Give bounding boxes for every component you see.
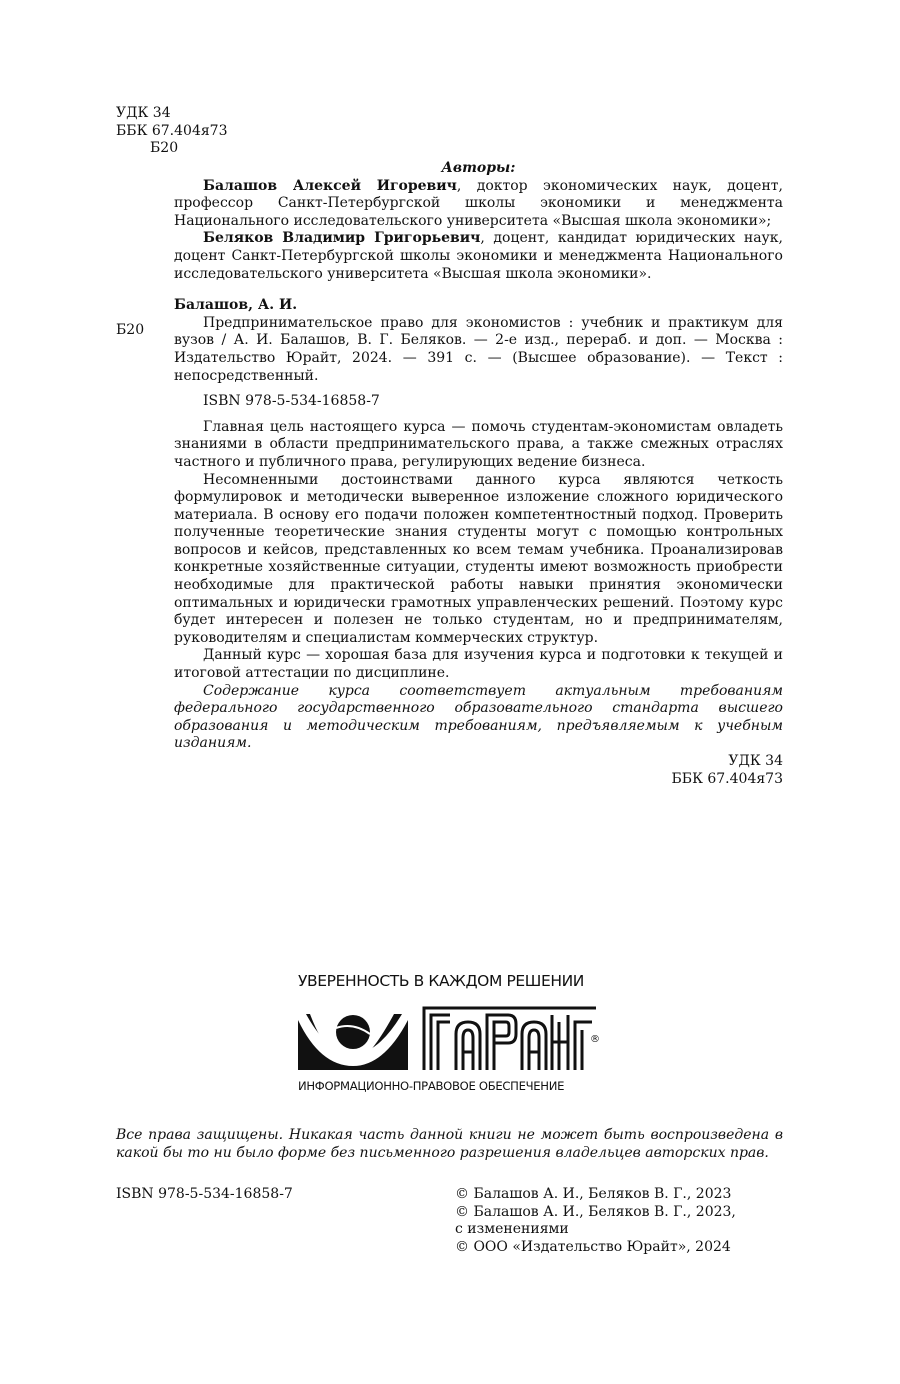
main-column bbox=[174, 160, 783, 788]
copyright-line-3: © ООО «Издательство Юрайт», 2024 bbox=[455, 1238, 731, 1255]
annotation-paragraph-1: Главная цель настоящего курса — помочь студентам-экономистам овладеть знаниями в области предпринимательского права, а также смежных отраслях частного и публичного права, регулирующих ведение бизнеса. bbox=[174, 418, 783, 470]
authors-heading: Авторы: bbox=[441, 160, 516, 176]
bbk-right: ББК 67.404я73 bbox=[671, 770, 783, 787]
garant-banner bbox=[298, 973, 602, 1095]
author2-paragraph bbox=[174, 230, 783, 283]
author2-desc: , доцент, кандидат юридических наук, доцент Санкт-Петербургской школы экономики и менеджмента Национального исследовательского университета «Высшая школа экономики». bbox=[174, 230, 783, 282]
garant-wordmark bbox=[424, 1008, 596, 1070]
copyright-line-1: © Балашов А. И., Беляков В. Г., 2023 bbox=[455, 1186, 732, 1202]
bibliography-main-author: Балашов, А. И. bbox=[174, 297, 298, 314]
annotation-paragraph-2: Несомненными достоинствами данного курса являются четкость формулировок и методически выверенное изложение сложного юридического материала. В основу его подачи положен компетентностный подход. Проверить полученные теоретические знания студенты могут с помощью контрольных вопросов и кейсов, представленных ко всем темам учебника. Проанализировав конкретные хозяйственные ситуации, студенты имеют возможность приобрести необходимые для практической работы навыки принятия экономически оптимальных и юридически грамотных управленческих решений. Поэтому курс будет интересен и полезен не только студентам, но и предпринимателям, руководителям и специалистам коммерческих структур. bbox=[174, 471, 783, 646]
author1-paragraph bbox=[174, 178, 783, 231]
copyright-block bbox=[455, 1186, 736, 1256]
bibliography-side-code: Б20 bbox=[116, 322, 145, 338]
udk-block bbox=[116, 105, 228, 158]
bibliography-description: Предпринимательское право для экономистов : учебник и практикум для вузов / А. И. Балашов, В. Г. Беляков. — 2-е изд., перераб. и доп. — Москва : Издательство Юрайт, 2024. — 391 с. — (Высшее образование). — Текст : непосредственный. bbox=[174, 314, 783, 384]
author2-name: Беляков Владимир Григорьевич bbox=[203, 230, 481, 247]
bibliography-isbn: ISBN 978-5-534-16858-7 bbox=[203, 393, 380, 410]
annotation-paragraph-4: Содержание курса соответствует актуальным требованиям федерального государственного образовательного стандарта высшего образования и методическим требованиям, предъявляемым к учебным изданиям. bbox=[174, 682, 783, 752]
udk-label: УДК 34 bbox=[116, 105, 171, 121]
garant-logo bbox=[298, 1004, 602, 1074]
rights-notice: Все права защищены. Никакая часть данной книги не может быть воспроизведена в какой бы то ни было форме без письменного разрешения владельцев авторских прав. bbox=[116, 1127, 783, 1161]
garant-slogan: УВЕРЕННОСТЬ В КАЖДОМ РЕШЕНИИ bbox=[298, 972, 585, 990]
garant-subline: ИНФОРМАЦИОННО-ПРАВОВОЕ ОБЕСПЕЧЕНИЕ bbox=[298, 1078, 565, 1093]
copyright-line-2b: с изменениями bbox=[455, 1221, 569, 1238]
bbk-label: ББК 67.404я73 bbox=[116, 122, 228, 139]
registered-mark: ® bbox=[590, 1033, 600, 1045]
annotation-paragraph-3: Данный курс — хорошая база для изучения курса и подготовки к текущей и итоговой аттестации по дисциплине. bbox=[174, 647, 783, 682]
author-code: Б20 bbox=[150, 140, 179, 157]
author1-desc: , доктор экономических наук, доцент, профессор Санкт-Петербургской школы экономики и менеджмента Национального исследовательского университета «Высшая школа экономики»; bbox=[174, 177, 783, 229]
garant-emblem-icon bbox=[298, 1014, 408, 1070]
copyright-line-2: © Балашов А. И., Беляков В. Г., 2023, bbox=[455, 1203, 736, 1220]
author1-name: Балашов Алексей Игоревич bbox=[203, 177, 457, 194]
udk-right: УДК 34 bbox=[728, 753, 783, 769]
footer-isbn: ISBN 978-5-534-16858-7 bbox=[116, 1186, 293, 1202]
